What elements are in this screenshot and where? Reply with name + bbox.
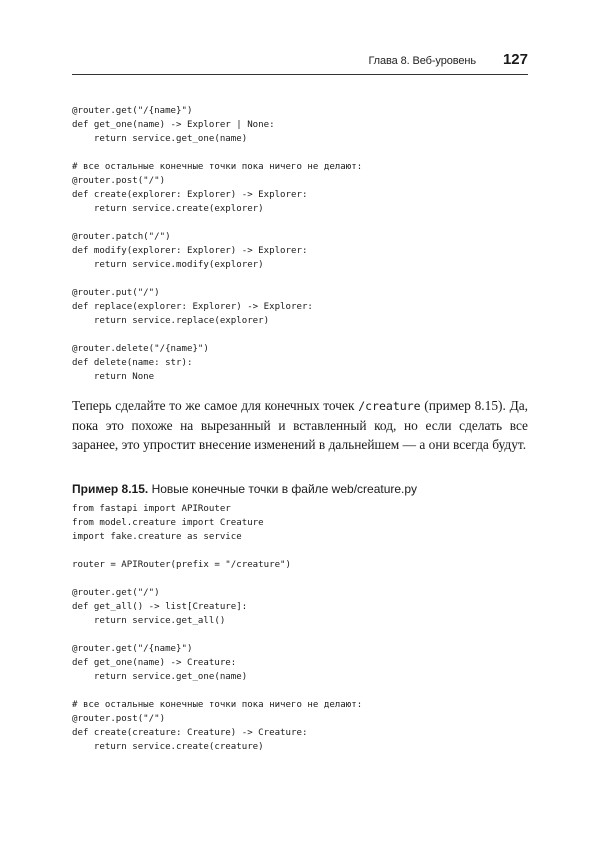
header-rule [72,74,528,75]
caption-label: Пример 8.15. [72,482,149,496]
page-header [72,53,528,71]
example-caption [72,482,417,496]
chapter-title: Глава 8. Веб-уровень [368,55,476,67]
code-block-explorer: @router.get("/{name}") def get_one(name) -> Explorer | None: return service.get_one(name) # все остальные конечные точки пока ничего не делают: @router.post("/") def create(explorer: Explorer) -> Explorer: return service.create(explorer) @router.patch("/") def modify(explorer: Explorer) -> Explorer: return service.modify(explorer) @router.put("/") def replace(explorer: Explorer) -> Explorer: return service.replace(explorer) @router.delete("/{name}") def delete(name: str): return None [72,106,363,382]
page-number: 127 [502,51,528,68]
code-block-creature: from fastapi import APIRouter from model.creature import Creature import fake.creature as service router = APIRouter(prefix = "/creature") @router.get("/") def get_all() -> list[Creature]: return service.get_all() @router.get("/{name}") def get_one(name) -> Creature: return service.get_one(name) # все остальные конечные точки пока ничего не делают: @router.post("/") def create(creature: Creature) -> Creature: return service.create(creature) [72,504,363,752]
inline-code: /creature [358,399,421,413]
paragraph-text-end: (пример 8.15). Да, пока это похоже на вырезанный и вставленный код, но если сделать все заранее, это упростит внесение изменений в дальнейшем — а они всегда будут. [72,398,528,452]
caption-text: Новые конечные точки в файле web/creature.py [148,482,418,496]
body-paragraph [72,396,528,454]
paragraph-text-start: Теперь сделайте то же самое для конечных точек [72,398,359,413]
